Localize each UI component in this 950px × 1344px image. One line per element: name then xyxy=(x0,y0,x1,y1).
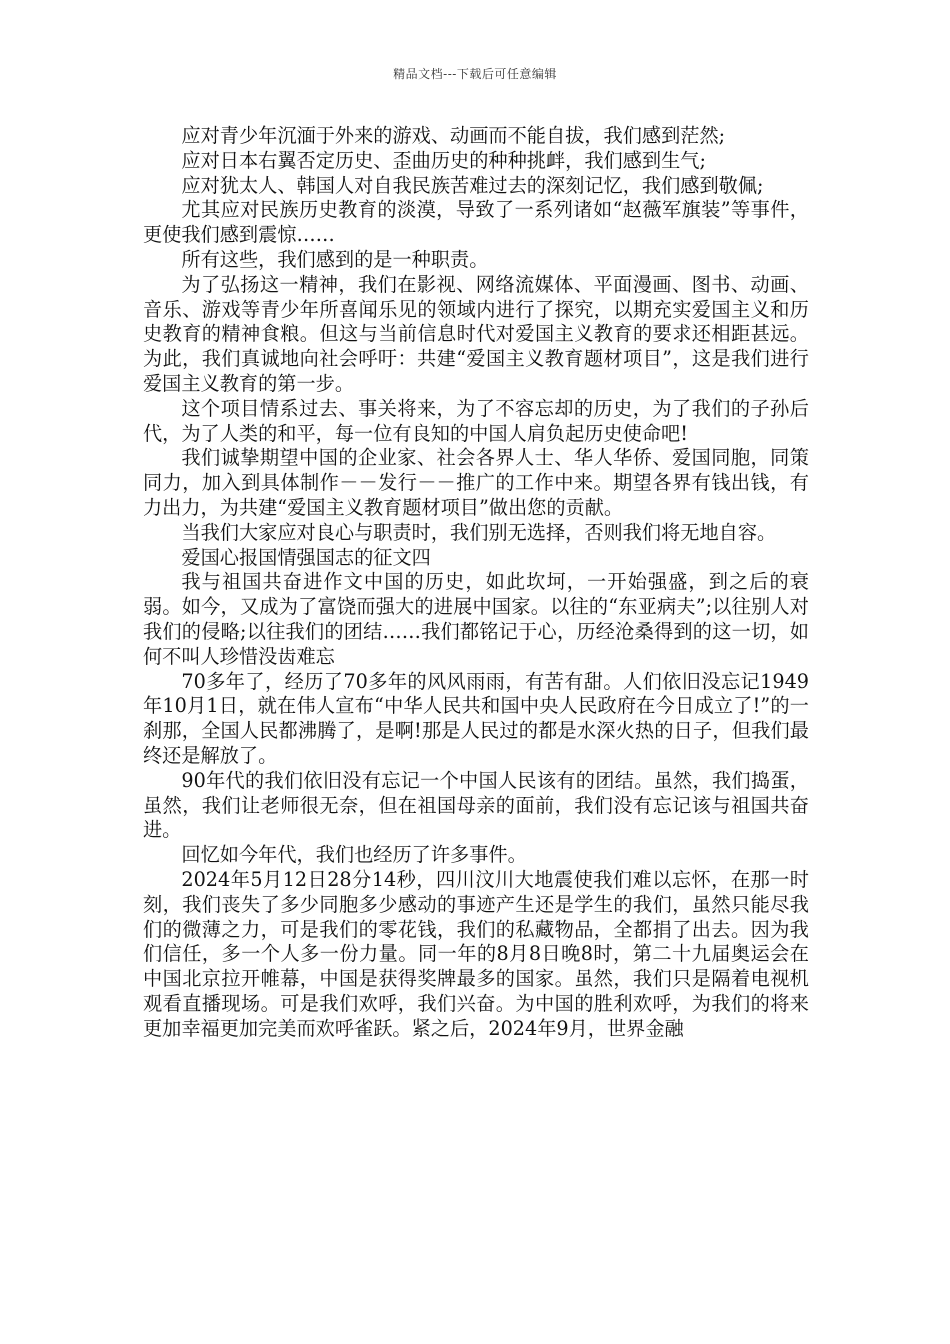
paragraph: 90年代的我们依旧没有忘记一个中国人民该有的团结。虽然，我们捣蛋，虽然，我们让老师很无奈，但在祖国母亲的面前，我们没有忘记该与祖国共奋进。 xyxy=(143,768,809,842)
paragraph: 应对犹太人、韩国人对自我民族苦难过去的深刻记忆，我们感到敬佩; xyxy=(181,173,764,197)
paragraph: 我与祖国共奋进作文中国的历史，如此坎坷，一开始强盛，到之后的衰弱。如今，又成为了富饶而强大的进展中国家。以往的“东亚病夫”;以往别人对我们的侵略;以往我们的团结……我们都铭记于心，历经沧桑得到的这一切，如何不叫人珍惜没齿难忘 xyxy=(143,570,809,668)
paragraph: 应对日本右翼否定历史、歪曲历史的种种挑衅，我们感到生气; xyxy=(181,148,706,172)
section-heading: 爱国心报国情强国志的征文四 xyxy=(181,545,431,569)
paragraph: 我们诚挚期望中国的企业家、社会各界人士、华人华侨、爱国同胞，同策同力，加入到具体制作－－发行－－推广的工作中来。期望各界有钱出钱，有力出力，为共建“爱国主义教育题材项目”做出您的贡献。 xyxy=(143,446,809,519)
paragraph: 回忆如今年代，我们也经历了许多事件。 xyxy=(181,843,527,867)
paragraph: 2024年5月12日28分14秒，四川汶川大地震使我们难以忘怀，在那一时刻，我们丧失了多少同胞多少感动的事迹产生还是学生的我们，虽然只能尽我们的微薄之力，可是我们的零花钱，我们的私藏物品，全都捐了出去。因为我们信任，多一个人多一份力量。同一年的8月8日晚8时，第二十九届奥运会在中国北京拉开帷幕，中国是获得奖牌最多的国家。虽然，我们只是隔着电视机观看直播现场。可是我们欢呼，我们兴奋。为中国的胜利欢呼，为我们的将来更加幸福更加完美而欢呼雀跃。紧之后，2024年9月，世界金融 xyxy=(143,867,809,1040)
paragraph: 应对青少年沉湎于外来的游戏、动画而不能自拔，我们感到茫然; xyxy=(181,124,726,147)
page-header: 精品文档---下载后可任意编辑 xyxy=(393,67,557,81)
paragraph: 这个项目情系过去、事关将来，为了不容忘却的历史，为了我们的子孙后代，为了人类的和平，每一位有良知的中国人肩负起历史使命吧! xyxy=(143,396,809,445)
paragraph: 为了弘扬这一精神，我们在影视、网络流媒体、平面漫画、图书、动画、音乐、游戏等青少年所喜闻乐见的领域内进行了探究，以期充实爱国主义和历史教育的精神食粮。但这与当前信息时代对爱国主义教育的要求还相距甚远。为此，我们真诚地向社会呼吁：共建“爱国主义教育题材项目”，这是我们进行爱国主义教育的第一步。 xyxy=(143,272,809,395)
paragraph: 尤其应对民族历史教育的淡漠，导致了一系列诸如“赵薇军旗装”等事件，更使我们感到震惊…… xyxy=(143,198,809,247)
paragraph: 70多年了，经历了70多年的风风雨雨，有苦有甜。人们依旧没忘记1949年10月1日，就在伟人宣布“中华人民共和国中央人民政府在今日成立了!”的一刹那，全国人民都沸腾了，是啊!那是人民过的都是水深火热的日子，但我们最终还是解放了。 xyxy=(143,669,809,767)
paragraph: 所有这些，我们感到的是一种职责。 xyxy=(181,247,489,271)
document-body xyxy=(143,124,809,1041)
paragraph: 当我们大家应对良心与职责时，我们别无选择，否则我们将无地自容。 xyxy=(181,520,777,544)
